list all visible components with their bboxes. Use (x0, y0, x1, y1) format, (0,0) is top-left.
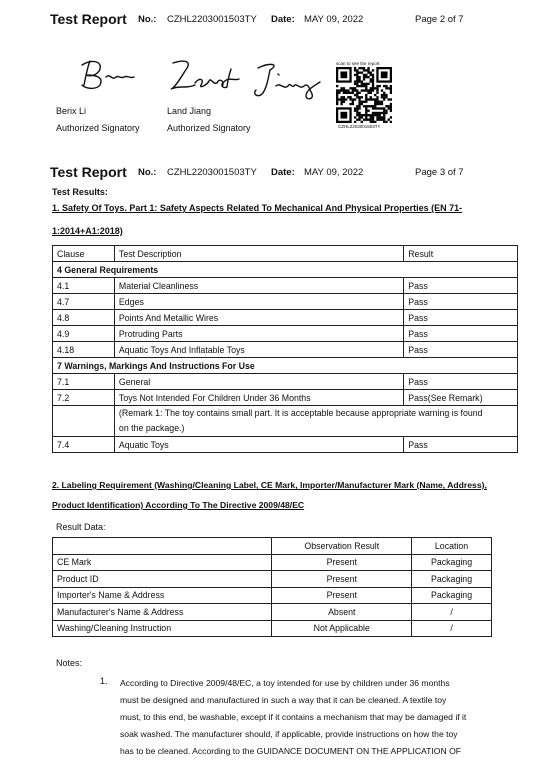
item-cell: Product ID (53, 571, 272, 588)
description-cell: Points And Metallic Wires (114, 310, 403, 326)
qr-caption-bottom: CZHL2203001503TY (338, 124, 381, 129)
test-results-label: Test Results: (52, 187, 108, 197)
table-group-row (53, 262, 518, 278)
column-header (53, 538, 272, 555)
table-row (53, 342, 518, 358)
note-line: has to be cleaned. According to the GUIDANCE DOCUMENT ON THE APPLICATION OF (120, 746, 462, 756)
location-cell: / (412, 620, 492, 637)
observation-cell: Present (272, 554, 412, 571)
result-cell: Pass (404, 310, 518, 326)
section1-title-line1: 1. Safety Of Toys. Part 1: Safety Aspects Related To Mechanical And Physical Properties (EN 71- (52, 203, 463, 213)
note-line: must be designed and manufactured in such a way that it can be cleaned. A textile toy (120, 695, 447, 705)
signature-land-jiang-2 (248, 60, 326, 102)
column-header: Location (412, 538, 492, 555)
notes-label: Notes: (56, 658, 83, 668)
section2-title-line2: Product Identification) According To The Directive 2009/48/EC (52, 500, 305, 510)
clause-cell: 7.2 (53, 390, 115, 406)
column-header: Clause (53, 246, 115, 262)
result-cell: Pass(See Remark) (404, 390, 518, 406)
clause-cell: 4.9 (53, 326, 115, 342)
observation-cell: Not Applicable (272, 620, 412, 637)
description-cell: Edges (114, 294, 403, 310)
column-header: Result (404, 246, 518, 262)
signature-berix-li (70, 55, 145, 95)
report-header-page2 (50, 11, 490, 31)
section1-title-line2: 1:2014+A1:2018) (52, 226, 123, 236)
note-line: soak washed. The manufacturer should, if applicable, provide instructions on how the toy (120, 729, 458, 739)
table-row (53, 554, 492, 571)
report-no-value: CZHL2203001503TY (167, 14, 257, 25)
item-cell: Importer's Name & Address (53, 587, 272, 604)
table-row (53, 620, 492, 637)
signatory-role: Authorized Signatory (167, 123, 251, 133)
table-group-row (53, 358, 518, 374)
note-text (120, 675, 520, 760)
result-cell: Pass (404, 278, 518, 294)
table-row (53, 294, 518, 310)
table-row (53, 278, 518, 294)
table-row (53, 437, 518, 453)
observation-cell: Absent (272, 604, 412, 621)
item-cell: CE Mark (53, 554, 272, 571)
description-cell: Protruding Parts (114, 326, 403, 342)
location-cell: / (412, 604, 492, 621)
labeling-result-table (52, 537, 492, 637)
observation-cell: Present (272, 571, 412, 588)
location-cell: Packaging (412, 587, 492, 604)
description-cell: Aquatic Toys (114, 437, 403, 453)
empty-cell (53, 406, 115, 437)
clause-cell: 4.1 (53, 278, 115, 294)
clause-cell: 4.18 (53, 342, 115, 358)
observation-cell: Present (272, 587, 412, 604)
item-cell: Washing/Cleaning Instruction (53, 620, 272, 637)
table-header-row (53, 538, 492, 555)
report-title: Test Report (50, 11, 127, 27)
clause-cell: 7.1 (53, 374, 115, 390)
report-no-label: No.: (138, 167, 157, 178)
report-date-value: MAY 09, 2022 (304, 14, 364, 25)
note-number: 1. (100, 676, 108, 686)
signature-land-jiang-1 (165, 55, 245, 95)
signatory-name: Berix Li (56, 106, 87, 116)
signatory-name: Land Jiang (167, 106, 212, 116)
result-cell: Pass (404, 294, 518, 310)
group-heading: 7 Warnings, Markings And Instructions For Use (53, 358, 518, 374)
remark-cell (114, 406, 517, 437)
qr-code (336, 67, 392, 123)
report-no-label: No.: (138, 14, 157, 25)
clause-cell: 7.4 (53, 437, 115, 453)
table-row (53, 571, 492, 588)
description-cell: Toys Not Intended For Children Under 36 Months (114, 390, 403, 406)
location-cell: Packaging (412, 571, 492, 588)
page-number: Page 3 of 7 (415, 167, 464, 178)
qr-caption-top: scan to see the report (336, 61, 380, 66)
table-row (53, 310, 518, 326)
table-row (53, 374, 518, 390)
report-no-value: CZHL2203001503TY (167, 167, 257, 178)
result-cell: Pass (404, 437, 518, 453)
description-cell: General (114, 374, 403, 390)
description-cell: Material Cleanliness (114, 278, 403, 294)
report-header-page3 (50, 164, 490, 184)
group-heading: 4 General Requirements (53, 262, 518, 278)
remark-line: (Remark 1: The toy contains small part. It is acceptable because appropriate warning is found (118, 408, 483, 418)
report-date-label: Date: (271, 167, 295, 178)
report-date-value: MAY 09, 2022 (304, 167, 364, 178)
column-header: Test Description (114, 246, 403, 262)
remark-line: on the package.) (118, 423, 185, 433)
signatory-role: Authorized Signatory (56, 123, 140, 133)
clause-cell: 4.8 (53, 310, 115, 326)
clause-cell: 4.7 (53, 294, 115, 310)
section2-title-line1: 2. Labeling Requirement (Washing/Cleaning Label, CE Mark, Importer/Manufacturer Mark (Name, Address), (52, 480, 487, 490)
description-cell: Aquatic Toys And Inflatable Toys (114, 342, 403, 358)
page-number: Page 2 of 7 (415, 14, 464, 25)
location-cell: Packaging (412, 554, 492, 571)
result-cell: Pass (404, 342, 518, 358)
report-title: Test Report (50, 164, 127, 180)
mechanical-test-table (52, 245, 518, 453)
note-line: must, to this end, be washable, except if it contains a mechanism that may be damaged if it (120, 712, 467, 722)
table-row (53, 604, 492, 621)
result-data-label: Result Data: (56, 522, 106, 532)
item-cell: Manufacturer's Name & Address (53, 604, 272, 621)
table-row (53, 587, 492, 604)
table-row (53, 326, 518, 342)
remark-row (53, 406, 518, 437)
table-row (53, 390, 518, 406)
table-header-row (53, 246, 518, 262)
result-cell: Pass (404, 326, 518, 342)
report-date-label: Date: (271, 14, 295, 25)
note-line: According to Directive 2009/48/EC, a toy intended for use by children under 36 months (120, 678, 450, 688)
result-cell: Pass (404, 374, 518, 390)
column-header: Observation Result (272, 538, 412, 555)
